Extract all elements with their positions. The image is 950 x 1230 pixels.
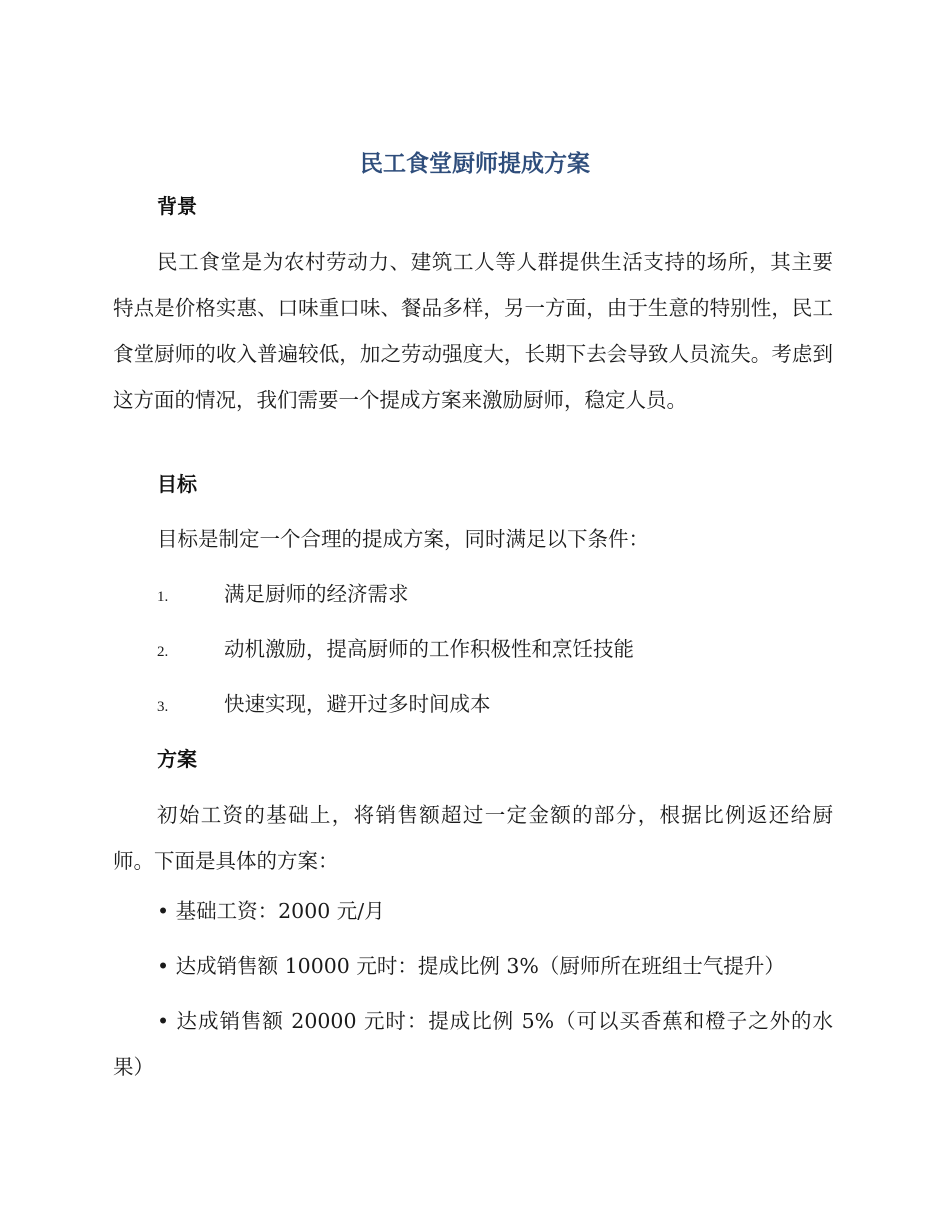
- list-item: [157, 579, 409, 612]
- list-item-number: 1.: [157, 589, 169, 605]
- document-title: 民工食堂厨师提成方案: [360, 151, 590, 177]
- list-item-number: 3.: [157, 699, 169, 715]
- section-heading-plan: 方案: [157, 747, 197, 771]
- plan-intro-paragraph: 初始工资的基础上，将销售额超过一定金额的部分，根据比例返还给厨师。下面是具体的方案：: [113, 803, 833, 873]
- section-heading-background: 背景: [157, 194, 197, 218]
- list-item-text: 动机激励，提高厨师的工作积极性和烹饪技能: [224, 637, 634, 661]
- goal-intro: 目标是制定一个合理的提成方案，同时满足以下条件：: [157, 527, 649, 551]
- list-item: [157, 634, 634, 667]
- list-item: [157, 689, 491, 722]
- section-heading-goal: 目标: [157, 472, 197, 496]
- plan-bullet-base-salary: • 基础工资：2000 元/月: [157, 899, 385, 923]
- list-item-text: 快速实现，避开过多时间成本: [224, 692, 491, 716]
- plan-bullet-tier-2: • 达成销售额 20000 元时：提成比例 5%（可以买香蕉和橙子之外的水果）: [113, 1009, 833, 1079]
- list-item-number: 2.: [157, 644, 169, 660]
- list-item-text: 满足厨师的经济需求: [224, 582, 409, 606]
- background-paragraph: 民工食堂是为农村劳动力、建筑工人等人群提供生活支持的场所，其主要特点是价格实惠、口味重口味、餐品多样，另一方面，由于生意的特别性，民工食堂厨师的收入普遍较低，加之劳动强度大，长期下去会导致人员流失。考虑到这方面的情况，我们需要一个提成方案来激励厨师，稳定人员。: [113, 250, 833, 412]
- plan-bullet-tier-1: • 达成销售额 10000 元时：提成比例 3%（厨师所在班组士气提升）: [157, 954, 785, 978]
